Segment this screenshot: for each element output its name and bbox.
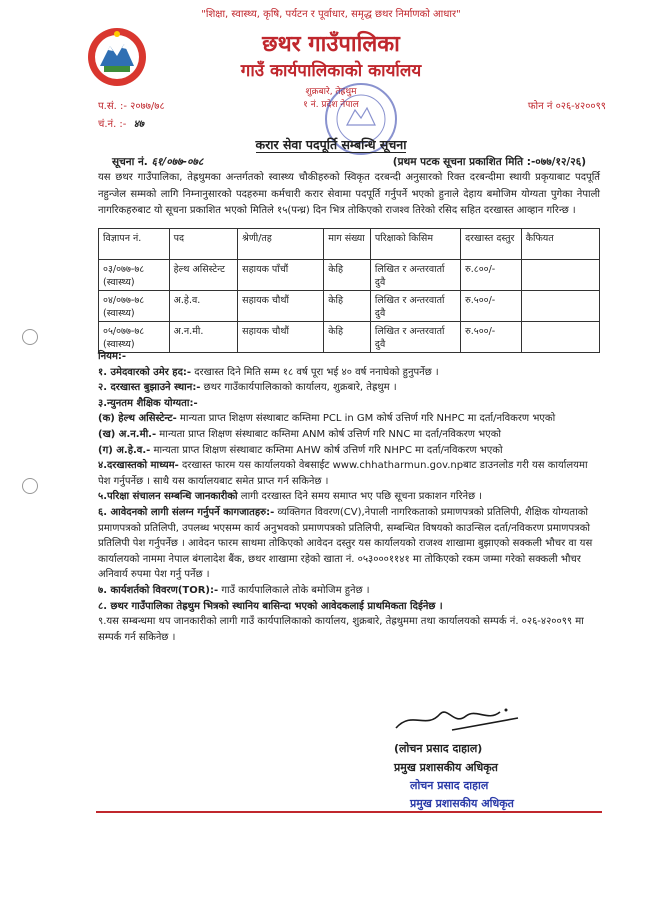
cell-remarks <box>521 260 599 291</box>
dispatch-number <box>98 116 144 130</box>
notice-rules <box>98 349 600 645</box>
cell-exam-type: लिखित र अन्तरवार्ता दुवै <box>370 322 460 353</box>
office-province: १ नं. प्रदेश नेपाल <box>303 100 359 110</box>
notice-number-value: ६१/०७७-०७८ <box>151 156 204 168</box>
notice-number-label: सूचना नं. <box>112 156 148 168</box>
header-level: श्रेणी/तह <box>238 229 324 260</box>
dispatch-value: ४७ <box>133 119 145 130</box>
cell-advert-no: ०५/०७७-७८ (स्वास्थ्य) <box>99 322 170 353</box>
cell-level: सहायक चौथौं <box>238 322 324 353</box>
cell-exam-type: लिखित र अन्तरवार्ता दुवै <box>370 260 460 291</box>
header-exam-type: परिक्षाको किसिम <box>370 229 460 260</box>
cell-remarks <box>521 291 599 322</box>
letterhead-motto: "शिक्षा, स्वास्थ्य, कृषि, पर्यटन र पूर्वाधार, समृद्ध छथर निर्माणको आधार" <box>201 9 461 20</box>
rule-documents: ६. आवेदनको लागी संलग्न गर्नुपर्ने कागजातहरु:- व्यक्तिगत विवरण(CV),नेपाली नागरिकताको प्रमाणपत्रको प्रतिलिपी, शैक्षिक योग्यताको प्रमाणपत्रको प्रतिलिपी, उपलब्ध भएसम्म कार्य अनुभवको प्रमाणपत्रको प्रतिलिपी, सम्बन्धित विषयको काउन्सिल दर्ता/नविकरण प्रमाणपत्रको प्रतिलिपी पेश गर्नुपर्नेछ । आवेदन फारम साथमा तोकिएको आवेदन दस्तुर यस कार्यालयको राजश्व शाखामा बुझाएको सक्कली भौचर वा यस कार्यालयको नाममा नेपाल बंगलादेश बैंक, छथर शाखामा रहेको खाता नं. ०५३०००११४१ मा तोकिएको रकम जम्मा गरेको सक्कली भौचर अनिवार्य रुपमा पेश गर्नु पर्नेछ । <box>98 506 593 581</box>
rule-qualification-anm: (ख) अ.न.मी.- मान्यता प्राप्त शिक्षण संस्थाबाट कम्तिमा ANM कोर्ष उत्तिर्ण गरि NNC मा दर्ता/नविकरण भएको <box>98 428 501 440</box>
rule-contact: ९.यस सम्बन्धमा थप जानकारीको लागी गाउँ कार्यपालिकाको कार्यालय, शुक्रबारे, तेह्रथुममा तथा कार्यालयको सम्पर्क नं. ०२६-४२००९९ मा सम्पर्क गर्न सकिनेछ । <box>98 616 584 643</box>
rule-exam-info: ५.परिक्षा संचालन सम्बन्धि जानकारीको लागी दरखास्त दिने समय समाप्त भए पछि सूचना प्रकाशन गरिनेछ । <box>98 491 483 503</box>
cell-level: सहायक चौथौं <box>238 291 324 322</box>
rule-application-medium: ४.दरखास्तको माध्यम- दरखास्त फारम यस कार्यालयको वेबसाईट www.chhatharmun.gov.npबाट डाउनलोड गरी यस कार्यालयमा पेश गर्नुपर्नेछ । साथै यस कार्यालयबाट समेत प्राप्त गर्न सकिनेछ । <box>98 460 588 487</box>
table-row <box>99 322 600 353</box>
dispatch-label: चं.नं. :- <box>98 119 127 130</box>
header-demand: माग संख्या <box>324 229 371 260</box>
header-remarks: कैफियत <box>521 229 599 260</box>
table-row <box>99 260 600 291</box>
table-header-row <box>99 229 600 260</box>
handwritten-signature <box>392 700 522 736</box>
notice-intro: यस छथर गाउँपालिका, तेह्रथुमका अन्तर्गतको स्वास्थ्य चौकीहरुको स्विकृत दरबन्दी अनुसारको रिक्त दरबन्दीमा स्थायी प्रकृयाबाट पदपूर्ति नहुन्जेल सम्मको लागि निम्नानुसारको पदहरुमा कर्मचारी करार सेवामा पदपूर्ति गर्नुपर्ने भएको हुनाले देहाय बमोजिम योग्यता पुगेका नेपाली नागरिकहरुबाट यो सूचना प्रकाशित भएको मितिले १५(पन्ध्र) दिन भित्र तोकिएको राजश्व तिरेको रसिद सहित दरखास्त आव्हान गरिन्छ । <box>98 172 600 216</box>
vacancy-table <box>98 228 600 353</box>
header-advert-no: विज्ञापन नं. <box>99 229 170 260</box>
signatory-stamp-post: प्रमुख प्रशासकीय अधिकृत <box>410 797 514 810</box>
cell-post: अ.न.मी. <box>169 322 238 353</box>
cell-advert-no: ०४/०७७-७८ (स्वास्थ्य) <box>99 291 170 322</box>
rule-tor: ७. कार्यशर्तको विवरण(TOR):- गाउँ कार्यपालिकाले तोके बमोजिम हुनेछ । <box>98 584 370 596</box>
table-row <box>99 291 600 322</box>
notice-number <box>112 155 203 169</box>
header-post: पद <box>169 229 238 260</box>
rule-qualification-heading: ३.न्युनतम शैक्षिक योग्यता:- <box>98 397 198 409</box>
first-publication-date: (प्रथम पटक सूचना प्रकाशित मिति :-०७७/१२/२६) <box>392 156 586 168</box>
rules-heading: नियम:- <box>98 351 127 362</box>
binder-hole <box>22 329 38 345</box>
rule-qualification-ahw: (ग) अ.हे.व.- मान्यता प्राप्त शिक्षण संस्थाबाट कम्तिमा AHW कोर्ष उत्तिर्ण गरि NHPC मा दर्ता/नविकरण भएको <box>98 444 503 456</box>
footer-divider <box>96 811 602 813</box>
rule-local-priority: ८. छथर गाउँपालिका तेह्रथुम भित्रको स्थानिय बासिन्दा भएको आवेदकलाई प्राथमिकता दिईनेछ । <box>98 600 443 612</box>
cell-demand: केहि <box>324 322 371 353</box>
cell-fee: रु.५००/- <box>461 291 522 322</box>
cell-fee: रु.८००/- <box>461 260 522 291</box>
cell-level: सहायक पाँचौं <box>238 260 324 291</box>
office-phone: फोन नं ०२६-४२००९९ <box>527 101 606 112</box>
signatory-post: प्रमुख प्रशासकीय अधिकृत <box>394 761 498 774</box>
organization-name: छथर गाउँपालिका <box>262 32 400 57</box>
cell-post: हेल्थ असिस्टेन्ट <box>169 260 238 291</box>
cell-demand: केहि <box>324 260 371 291</box>
signatory-name: (लोचन प्रसाद दाहाल) <box>394 742 483 755</box>
rule-submission-place: २. दरखास्त बुझाउने स्थान:- छथर गाउँकार्यपालिकाको कार्यालय, शुक्रबारे, तेह्रथुम । <box>98 382 397 394</box>
cell-remarks <box>521 322 599 353</box>
office-address: शुक्रबारे, तेह्रथुम <box>305 87 357 97</box>
header-fee: दरखास्त दस्तुर <box>461 229 522 260</box>
cell-demand: केहि <box>324 291 371 322</box>
rule-age-limit: १. उमेदवारको उमेर हद:- दरखास्त दिने मिति सम्म १८ वर्ष पूरा भई ४० वर्ष ननाघेको हुनुपर्नेछ । <box>98 366 439 378</box>
rule-qualification-ha: (क) हेल्थ असिस्टेन्ट- मान्यता प्राप्त शिक्षण संस्थाबाट कम्तिमा PCL in GM कोर्ष उत्तिर्ण गरि NHPC मा दर्ता/नविकरण भएको <box>98 413 556 425</box>
notice-title: करार सेवा पदपूर्ति सम्बन्धि सूचना <box>255 137 407 152</box>
office-name: गाउँ कार्यपालिकाको कार्यालय <box>240 61 422 81</box>
cell-fee: रु.५००/- <box>461 322 522 353</box>
signatory-stamp-name: लोचन प्रसाद दाहाल <box>410 779 489 792</box>
cell-post: अ.हे.व. <box>169 291 238 322</box>
binder-hole <box>22 478 38 494</box>
cell-exam-type: लिखित र अन्तरवार्ता दुवै <box>370 291 460 322</box>
letter-ps-number: प.सं. :- २०७७/७८ <box>98 101 165 112</box>
cell-advert-no: ०३/०७७-७८ (स्वास्थ्य) <box>99 260 170 291</box>
